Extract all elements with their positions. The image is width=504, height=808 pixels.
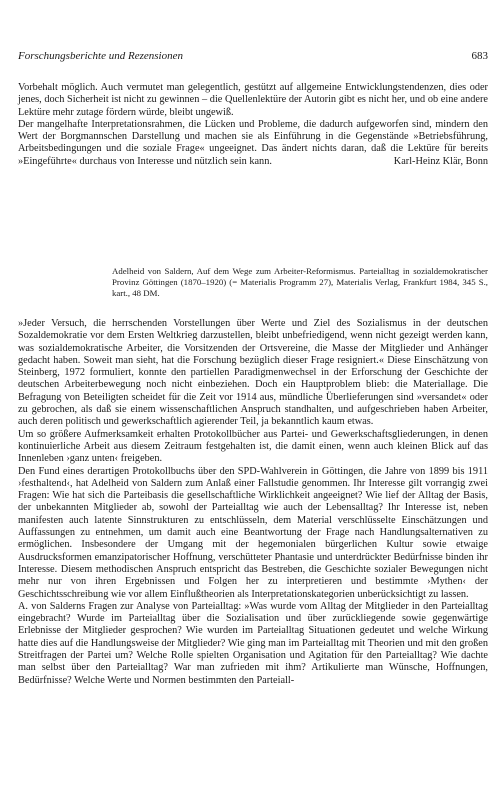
previous-review-ending <box>18 82 488 168</box>
paragraph <box>18 119 488 168</box>
page-number: 683 <box>471 50 488 62</box>
journal-section-title: Forschungsberichte und Rezensionen <box>18 50 183 62</box>
running-header <box>18 50 488 66</box>
paragraph: Vorbehalt möglich. Auch vermutet man gelegentlich, gestützt auf allgemeine Entwicklungstendenzen, dies oder jenes, doch Sicherheit ist nicht zu gewinnen – die Quellenlektüre der Autorin gibt es nicht her, und ob eine andere Lektüre mehr zutage fördern würde, bleibt ungewiß. <box>18 82 488 118</box>
paragraph: »Jeder Versuch, die herrschenden Vorstellungen über Werte und Ziel des Sozialismus in der deutschen Sozaldemokratie vor dem Ersten Weltkrieg darzustellen, bleibt unbefriedigend, wenn nicht gezeigt werden kann, was sozialdemokratische Arbeiter, die Vorsitzenden der Ortsvereine, die Masse der Mitglieder und Anhänger gedacht haben. Soweit man sieht, hat die Forschung bezüglich dieser Frage resigniert.« Diese Einschätzung von Steinberg, 1972 formuliert, konnte den partiellen Paradigmenwechsel in der Erforschung der Geschichte der deutschen Arbeiterbewegung noch nicht einbeziehen. Doch ein Hauptproblem blieb: die Materiallage. Die Befragung von Beteiligten scheidet für die Zeit vor 1914 aus, mündliche Überlieferungen sind »versandet« oder zu gebrochen, als daß sie einem wissenschaftlichen Anspruch standhalten, und aufgeschrieben haben Arbeiter, auch deren politisch und gewerkschaftlich agierender Teil, ja bekanntlich kaum etwas. <box>18 318 488 428</box>
paragraph: Um so größere Aufmerksamkeit erhalten Protokollbücher aus Partei- und Gewerkschaftsgliederungen, in denen kontinuierliche Arbeit aus diesem Zeitraum festgehalten ist, die damit einen, wenn auch kleinen Blick auf das Innenleben ›ganz unten‹ freigeben. <box>18 428 488 465</box>
paragraph: A. von Salderns Fragen zur Analyse von Parteialltag: »Was wurde vom Alltag der Mitglieder in den Parteialltag eingebracht? Wurde im Parteialltag über die Sozialisation und über zurückliegende sowie gegenwärtige Erlebnisse der Mitglieder gesprochen? Wie wurden im Parteialltag Situationen gedeutet und welche Wirkung hatte dies auf die Handlungsweise der Mitglieder? Wie ging man im Parteialltag mit Theorien und mit den großen Streitfragen der Partei um? Welche Rolle spielten Organisation und Agitation für den Parteialltag? Wie dachte man selbst über den Parteialltag? War man zufrieden mit ihm? Artikulierte man Wünsche, Hoffnungen, Bedürfnisse? Welche Werte und Normen bestimmten den Parteiall- <box>18 600 488 686</box>
reviewer-signature: Karl-Heinz Klär, Bonn <box>393 155 488 167</box>
review-body <box>18 318 488 687</box>
paragraph: Den Fund eines derartigen Protokollbuchs über den SPD-Wahlverein in Göttingen, die Jahre von 1899 bis 1911 ›festhaltend‹, hat Adelheid von Saldern zum Anlaß einer Fallstudie genommen. Ihr Interesse gilt vorrangig zwei Fragen: Wie hat sich die Parteibasis die gesellschaftliche Wirklichkeit angeeignet? Wie lief der Alltag der Basis, der unbekannten Mitglieder ab, sowohl der Parteialltag wie auch der Lebensalltag? Ihr Interesse ist, neben manifesten auch latente Sinnstrukturen zu entschlüsseln, dem Material verschlüsselte Einschätzungen und Auffassungen zu entnehmen, um damit auch eine Beantwortung der Frage nach Handlungsalternativen zu ermöglichen. Insbesondere der Umgang mit der hegemonialen bürgerlichen Kultur sowie etwaige Ausdrucksformen emanzipatorischer Hoffnung, verschütteter Phantasie und unterdrückter Bedürfnisse binden ihr Interesse. Diesem methodischen Anspruch entspricht das Bestreben, die Geschichte sozialer Bewegungen nicht mehr nur von ihren Ergebnissen und Folgen her zu interpretieren und bestimmte ›Mythen‹ der Geschichtsschreibung wie vor allem Einflußtheorien als Interpretationskategorien unberücksichtigt zu lassen. <box>18 465 488 600</box>
paragraph-text: Der mangelhafte Interpretationsrahmen, die Lücken und Probleme, die dadurch aufgeworfen sind, mindern den Wert der Borgmannschen Darstellung und machen sie als Einführung in die Gegenstände »Betriebsführung, Arbeitsbedingungen und die soziale Frage« ungeeignet. Das ändert nichts daran, daß die Lektüre für bereits »Eingeführte« durchaus von Interesse und nützlich sein kann. <box>18 118 488 167</box>
bibliographic-entry: Adelheid von Saldern, Auf dem Wege zum Arbeiter-Reformismus. Parteialltag in sozialdemokratischer Provinz Göttingen (1870–1920) (= Materialis Programm 27), Materialis Verlag, Frankfurt 1984, 345 S., kart., 48 DM. <box>112 266 488 298</box>
